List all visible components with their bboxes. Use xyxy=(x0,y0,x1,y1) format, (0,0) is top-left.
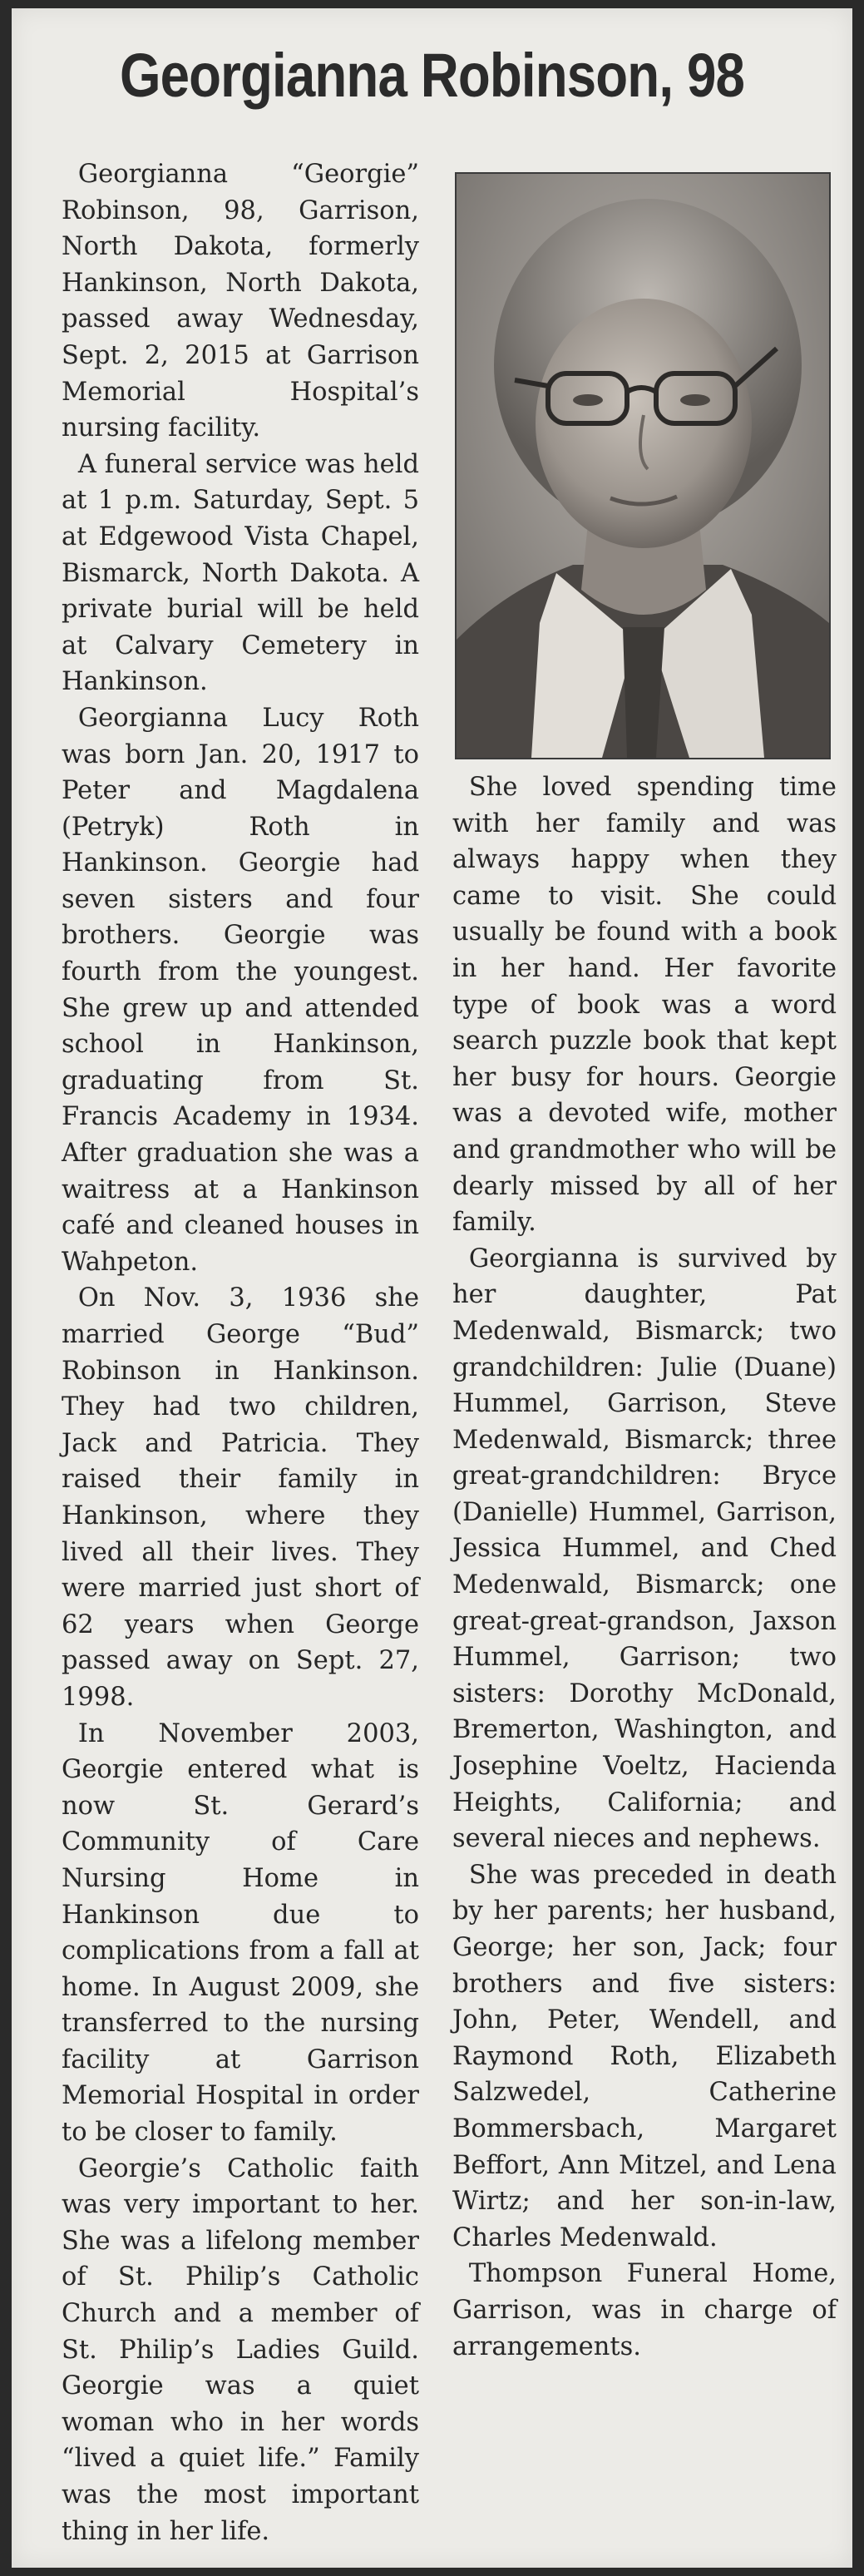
paragraph: A funeral service was held at 1 p.m. Saturday, Sept. 5 at Edgewood Vista Chapel, Bismarck, North Dakota. A private burial will be held at Calvary Cemetery in Hankinson. xyxy=(62,449,419,697)
obituary-clipping xyxy=(12,8,852,2568)
paragraph: Georgianna Lucy Roth was born Jan. 20, 1917 to Peter and Magdalena (Petryk) Roth in Hankinson. Georgie had seven sisters and four brothers. Georgie was fourth from the youngest. She grew up and attended school in Hankinson, graduating from St. Francis Academy in 1934. After graduation she was a waitress at a Hankinson café and cleaned houses in Wahpeton. xyxy=(62,703,419,1277)
text-column-left xyxy=(62,156,419,2549)
paragraph: In November 2003, Georgie entered what is now St. Gerard’s Community of Care Nursing Home in Hankinson due to complications from a fall at home. In August 2009, she transferred to the nursing facility at Garrison Memorial Hospital in order to be closer to family. xyxy=(62,1718,419,2148)
paragraph: Georgianna is survived by her daughter, Pat Medenwald, Bismarck; two grandchildren: Julie (Duane) Hummel, Garrison, Steve Medenwald, Bismarck; three great-grandchildren: Bryce (Danielle) Hummel, Garrison, Jessica Hummel, and Ched Medenwald, Bismarck; one great-great-grandson, Jaxson Hummel, Garrison; two sisters: Dorothy McDonald, Bremerton, Washington, and Josephine Voeltz, Hacienda Heights, California; and several nieces and nephews. xyxy=(452,1244,837,1854)
text-column-right xyxy=(452,769,837,2365)
paragraph: Georgianna “Georgie” Robinson, 98, Garrison, North Dakota, formerly Hankinson, North Dakota, passed away Wednesday, Sept. 2, 2015 at Garrison Memorial Hospital’s nursing facility. xyxy=(62,160,419,443)
obituary-headline: Georgianna Robinson, 98 xyxy=(119,41,745,110)
paragraph: She loved spending time with her family and was always happy when they came to visit. She could usually be found with a book in her hand. Her favorite type of book was a word search puzzle book that kept her busy for hours. Georgie was a devoted wife, mother and grandmother who will be dearly missed by all of her family. xyxy=(452,773,837,1238)
paragraph: Georgie’s Catholic faith was very important to her. She was a lifelong member of St. Philip’s Catholic Church and a member of St. Philip’s Ladies Guild. Georgie was a quiet woman who in her words “lived a quiet life.” Family was the most important thing in her life. xyxy=(62,2153,419,2546)
paragraph: Thompson Funeral Home, Garrison, was in charge of arrangements. xyxy=(452,2259,837,2361)
portrait-image xyxy=(457,174,829,758)
paragraph: She was preceded in death by her parents; her husband, George; her son, Jack; four brothers and five sisters: John, Peter, Wendell, and Raymond Roth, Elizabeth Salzwedel, Catherine Bommersbach, Margaret Beffort, Ann Mitzel, and Lena Wirtz; and her son-in-law, Charles Medenwald. xyxy=(452,1860,837,2252)
paragraph: On Nov. 3, 1936 she married George “Bud” Robinson in Hankinson. They had two children, Jack and Patricia. They raised their family in Hankinson, where they lived all their lives. They were married just short of 62 years when George passed away on Sept. 27, 1998. xyxy=(62,1283,419,1712)
portrait-photo xyxy=(455,172,831,759)
